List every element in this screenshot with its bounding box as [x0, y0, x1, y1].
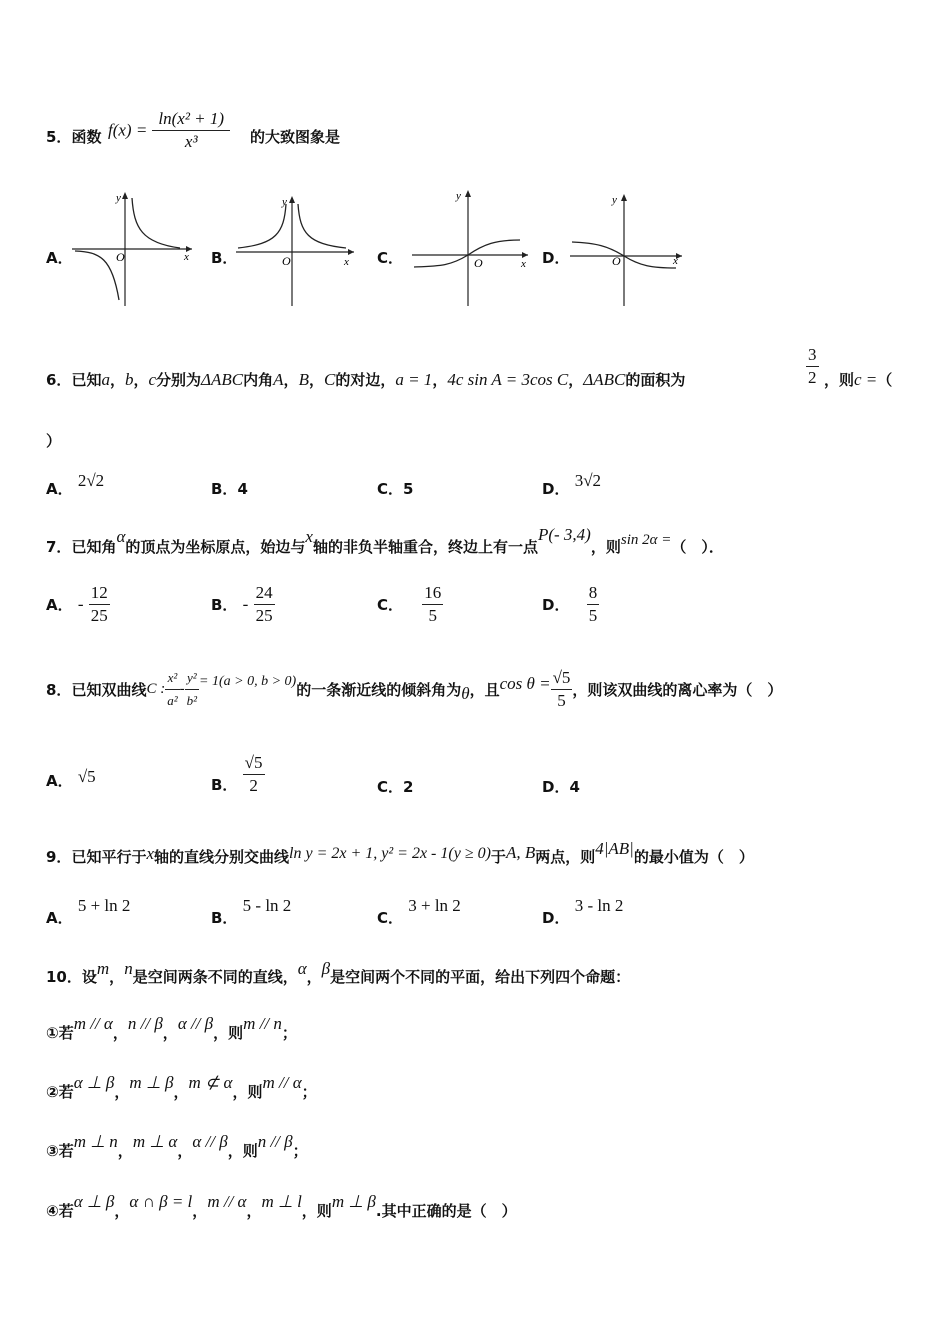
- q10-prop-2-c1: α ⊥ β: [73, 1073, 115, 1092]
- q7-option-d-den: 5: [588, 606, 598, 625]
- q10-prop-1-c3: α // β: [177, 1014, 214, 1033]
- y-arrow-icon: [289, 196, 295, 203]
- q10-stem: [46, 959, 631, 987]
- q9-points: A, B: [505, 843, 536, 862]
- q6-var-a: a: [101, 370, 110, 389]
- curve: [414, 240, 520, 267]
- q6-sep-3: ，: [283, 371, 299, 389]
- q10-prop-3-c1: m ⊥ n: [73, 1132, 118, 1151]
- q7-option-a-sign: -: [77, 594, 84, 614]
- q10-prop-3-then: ，则: [227, 1142, 258, 1160]
- q7-option-d-num: 8: [587, 582, 600, 605]
- q8-theta: θ: [461, 683, 470, 703]
- q10-sep-1: ，: [109, 968, 125, 986]
- q8-text-1: 已知双曲线: [71, 681, 147, 699]
- q8-option-a: [46, 767, 96, 791]
- q6-number: 6．: [46, 371, 72, 389]
- q7-option-b-sign: -: [242, 594, 249, 614]
- q9-text-1: 已知平行于: [71, 848, 147, 866]
- q7-option-c-label: C．: [377, 596, 404, 614]
- q7-text-3: 轴的非负半轴重合，终边上有一点: [312, 538, 538, 556]
- q7-option-b: [211, 582, 275, 627]
- q9-curves: ln y = 2x + 1, y² = 2x - 1(y ≥ 0): [289, 845, 491, 862]
- q5-func-lhs: f(x) =: [108, 120, 148, 140]
- q10-prop-4-mark: ④若: [46, 1202, 74, 1220]
- q10-prop-1-mark: ①若: [46, 1024, 74, 1042]
- q7-text-4: ，则: [590, 538, 621, 556]
- q7-option-b-num: 24: [254, 582, 275, 605]
- q6-option-b: [211, 478, 248, 499]
- q9-stem: [46, 839, 754, 867]
- origin-label: O: [474, 256, 483, 270]
- q5-graph-a: [70, 188, 195, 308]
- q10-prop-3-mark: ③若: [46, 1142, 74, 1160]
- y-label: y: [116, 192, 121, 204]
- q6-tail: [824, 369, 892, 390]
- q8-cos: cos θ =: [499, 673, 551, 693]
- x-label: x: [673, 255, 678, 267]
- q6-option-c: [377, 478, 413, 499]
- q6-sep-2: ，: [133, 371, 149, 389]
- q9-text-5: 的最小值为（ ）: [633, 848, 754, 866]
- curve-left: [238, 204, 286, 248]
- sep: ，: [114, 1202, 130, 1220]
- q8-cos-num: √5: [551, 667, 573, 690]
- q9-text-3: 于: [490, 848, 506, 866]
- q10-prop-2-c3: m ⊄ α: [188, 1073, 233, 1092]
- q10-prop-4-c1: α ⊥ β: [73, 1192, 115, 1211]
- x-label: x: [344, 256, 349, 268]
- x-label: x: [521, 258, 526, 270]
- q7-option-c-den: 5: [428, 606, 437, 625]
- q5-graph-b: [234, 188, 359, 308]
- q5-number: 5．: [46, 128, 72, 146]
- q9-option-b: [211, 896, 292, 928]
- q10-prop-1: [46, 1014, 297, 1043]
- q5-option-a-label: A．: [46, 249, 73, 267]
- q8-option-d-label: D．: [542, 778, 570, 796]
- y-arrow-icon: [465, 190, 471, 197]
- q8-option-b-den: 2: [249, 776, 258, 795]
- sep: ，: [177, 1142, 193, 1160]
- q10-prop-2-end: ；: [301, 1083, 317, 1101]
- q9-option-c: [377, 896, 461, 928]
- q8-y2: y²: [185, 667, 199, 690]
- q10-prop-4-concl: m ⊥ β: [331, 1192, 376, 1211]
- q10-prop-3-c3: α // β: [192, 1132, 228, 1151]
- q6-option-c-label: C．: [377, 480, 404, 498]
- q10-prop-4-c3: m // α: [207, 1192, 247, 1211]
- sep: ，: [246, 1202, 262, 1220]
- q6-option-a-value: 2√2: [77, 471, 105, 490]
- q7-text-1: 已知角: [71, 538, 117, 556]
- q9-x: x: [146, 844, 154, 863]
- q6-stem: [46, 369, 685, 390]
- q7-alpha: α: [116, 527, 126, 546]
- q8-option-a-label: A．: [46, 772, 73, 790]
- q8-text-2: 的一条渐近线的倾斜角为: [296, 681, 462, 699]
- q9-option-a-label: A．: [46, 909, 73, 927]
- q8-x2: x²: [165, 667, 179, 690]
- q6-angle-c: C: [323, 370, 336, 389]
- q8-option-d-value: 4: [569, 778, 580, 796]
- q6-text-6: ，则: [824, 371, 855, 389]
- q8-text-3: ，且: [469, 681, 500, 699]
- q6-area-num: 3: [806, 344, 819, 367]
- q8-stem: [46, 667, 782, 712]
- q10-prop-2-c2: m ⊥ β: [129, 1073, 174, 1092]
- y-arrow-icon: [621, 194, 627, 201]
- q10-prop-1-c1: m // α: [73, 1014, 113, 1033]
- sep: ，: [173, 1083, 189, 1101]
- q6-text-4: 的对边，: [335, 371, 396, 389]
- q6-triangle-2: ΔABC: [583, 370, 626, 389]
- q8-b2: b²: [186, 693, 198, 708]
- q6-option-a: [46, 471, 105, 499]
- x-label: x: [184, 251, 189, 263]
- q8-option-c: [377, 776, 413, 797]
- q7-option-d-label: D．: [542, 596, 570, 614]
- q9-option-c-label: C．: [377, 909, 404, 927]
- q6-option-d: [542, 471, 602, 499]
- q5-option-b-label: B．: [211, 249, 238, 267]
- q6-sep-5: ，: [432, 371, 448, 389]
- q10-prop-2-then: ，则: [232, 1083, 263, 1101]
- q7-option-a-label: A．: [46, 596, 73, 614]
- q8-minus: -: [179, 681, 185, 697]
- q8-text-4: ，则该双曲线的离心率为（ ）: [572, 681, 783, 699]
- origin-label: O: [282, 254, 291, 268]
- q10-prop-2: [46, 1073, 317, 1102]
- q6-text-1: 已知: [71, 371, 102, 389]
- q6-option-b-label: B．: [211, 480, 238, 498]
- q8-option-d: [542, 776, 580, 797]
- q6-angle-b: B: [298, 370, 309, 389]
- q10-m: m: [96, 959, 110, 978]
- q6-triangle: ΔABC: [201, 370, 244, 389]
- q10-prop-3-concl: n // β: [257, 1132, 293, 1151]
- q10-prop-2-concl: m // α: [262, 1073, 302, 1092]
- q9-option-d-label: D．: [542, 909, 570, 927]
- q6-cond-1: a = 1: [395, 370, 433, 389]
- q10-prop-3-c2: m ⊥ α: [132, 1132, 178, 1151]
- q7-option-a-num: 12: [89, 582, 110, 605]
- q9-text-4: 两点，则: [535, 848, 596, 866]
- q9-text-2: 轴的直线分别交曲线: [154, 848, 290, 866]
- q6-sep-6: ，: [568, 371, 584, 389]
- q6-option-d-value: 3√2: [574, 471, 602, 490]
- q8-option-c-value: 2: [403, 778, 414, 796]
- q5-option-c-label: C．: [377, 249, 404, 267]
- origin-label: O: [116, 250, 125, 264]
- q10-prop-1-concl: m // n: [243, 1014, 282, 1033]
- q6-ask: c =: [854, 370, 878, 389]
- q10-alpha: α: [297, 959, 307, 978]
- q6-var-b: b: [124, 370, 134, 389]
- y-arrow-icon: [122, 192, 128, 199]
- x-arrow-icon: [348, 249, 354, 255]
- curve-left: [75, 251, 119, 300]
- q7-expr: sin 2α =: [620, 532, 672, 548]
- q9-expr: 4|AB|: [595, 839, 634, 858]
- q5-prefix: 函数: [71, 128, 102, 146]
- y-label: y: [612, 194, 617, 206]
- q9-option-c-value: 3 + ln 2: [408, 896, 461, 915]
- q5-option-d-label: D．: [542, 249, 570, 267]
- q6-area-den: 2: [808, 368, 817, 387]
- curve-right: [132, 198, 180, 248]
- q10-text-3: 是空间两个不同的平面，给出下列四个命题：: [330, 968, 631, 986]
- q10-prop-4: [46, 1192, 517, 1221]
- sep: ，: [117, 1142, 133, 1160]
- q10-sep-2: ，: [306, 968, 322, 986]
- q8-number: 8．: [46, 681, 72, 699]
- q9-option-a-value: 5 + ln 2: [77, 896, 131, 915]
- q8-option-b: [211, 752, 265, 797]
- q7-option-b-label: B．: [211, 596, 238, 614]
- q10-prop-2-mark: ②若: [46, 1083, 74, 1101]
- y-label: y: [456, 190, 461, 202]
- q10-prop-3: [46, 1132, 308, 1161]
- q7-option-a-den: 25: [90, 606, 108, 625]
- q10-number: 10．: [46, 968, 82, 986]
- q10-prop-1-c2: n // β: [127, 1014, 163, 1033]
- q6-sep-4: ，: [308, 371, 324, 389]
- q6-paren-open: （: [877, 371, 893, 389]
- q7-option-c-num: 16: [422, 582, 443, 605]
- q7-point: P(- 3,4): [537, 525, 591, 544]
- q8-a2: a²: [167, 693, 178, 708]
- q6-option-d-label: D．: [542, 480, 570, 498]
- q7-stem: [46, 525, 724, 557]
- q9-option-b-value: 5 - ln 2: [242, 896, 292, 915]
- q8-cos-den: 5: [557, 691, 566, 710]
- sep: ，: [192, 1202, 208, 1220]
- y-label: y: [282, 196, 287, 208]
- q6-text-2: 分别为: [156, 371, 202, 389]
- q8-option-c-label: C．: [377, 778, 404, 796]
- q5-func-num: ln(x² + 1): [152, 108, 230, 131]
- q5-func-den: x³: [184, 132, 198, 151]
- q6-text-3: 内角: [243, 371, 274, 389]
- origin-label: O: [612, 254, 621, 268]
- q7-text-2: 的顶点为坐标原点，始边与: [125, 538, 306, 556]
- sep: ，: [112, 1024, 128, 1042]
- q10-prop-3-end: ；: [292, 1142, 308, 1160]
- q7-option-d: [542, 582, 599, 627]
- q8-option-a-value: √5: [77, 767, 96, 786]
- curve-right: [298, 204, 346, 248]
- q8-c-lhs: C :: [146, 681, 166, 697]
- q9-option-d: [542, 896, 624, 928]
- q7-number: 7．: [46, 538, 72, 556]
- q9-option-a: [46, 896, 131, 928]
- q6-angle-a: A: [273, 370, 284, 389]
- q5-suffix: 的大致图象是: [250, 128, 341, 146]
- q10-beta: β: [321, 959, 331, 978]
- q10-prop-4-c4: m ⊥ l: [261, 1192, 302, 1211]
- q7-option-c: [377, 582, 443, 627]
- sep: ，: [114, 1083, 130, 1101]
- q6-option-a-label: A．: [46, 480, 73, 498]
- q10-text-1: 设: [81, 968, 97, 986]
- q6-option-c-value: 5: [403, 480, 414, 498]
- q5-graph-c: [410, 188, 535, 308]
- q5-graph-d: [568, 188, 693, 308]
- q5-func-fraction: [152, 108, 230, 153]
- q5-function: [108, 108, 230, 153]
- q7-option-b-den: 25: [255, 606, 273, 625]
- q10-text-2: 是空间两条不同的直线，: [132, 968, 298, 986]
- q8-rhs: = 1(a > 0, b > 0): [199, 673, 297, 689]
- sep: ，: [162, 1024, 178, 1042]
- q10-prop-1-then: ，则: [213, 1024, 244, 1042]
- q10-prop-4-then: ，则: [301, 1202, 332, 1220]
- q7-text-5: （ ）．: [671, 538, 724, 556]
- q9-option-b-label: B．: [211, 909, 238, 927]
- q6-area-fraction: [806, 344, 819, 389]
- q8-option-b-num: √5: [243, 752, 265, 775]
- q5-stem: [46, 126, 101, 147]
- q10-n: n: [124, 959, 133, 978]
- q6-sep-1: ，: [109, 371, 125, 389]
- q10-prop-4-end: .其中正确的是（ ）: [375, 1202, 517, 1220]
- q7-option-a: [46, 582, 110, 627]
- q9-number: 9．: [46, 848, 72, 866]
- q6-cond-2: 4c sin A = 3cos C: [447, 370, 569, 389]
- q8-option-b-label: B．: [211, 776, 238, 794]
- q10-prop-4-c2: α ∩ β = l: [129, 1192, 193, 1211]
- q10-prop-1-end: ；: [281, 1024, 297, 1042]
- q7-x: x: [305, 527, 313, 546]
- q9-option-d-value: 3 - ln 2: [574, 896, 624, 915]
- q6-paren-close: ）: [46, 432, 62, 450]
- q6-option-b-value: 4: [237, 480, 248, 498]
- q6-var-c: c: [148, 370, 157, 389]
- q6-text-5: 的面积为: [625, 371, 686, 389]
